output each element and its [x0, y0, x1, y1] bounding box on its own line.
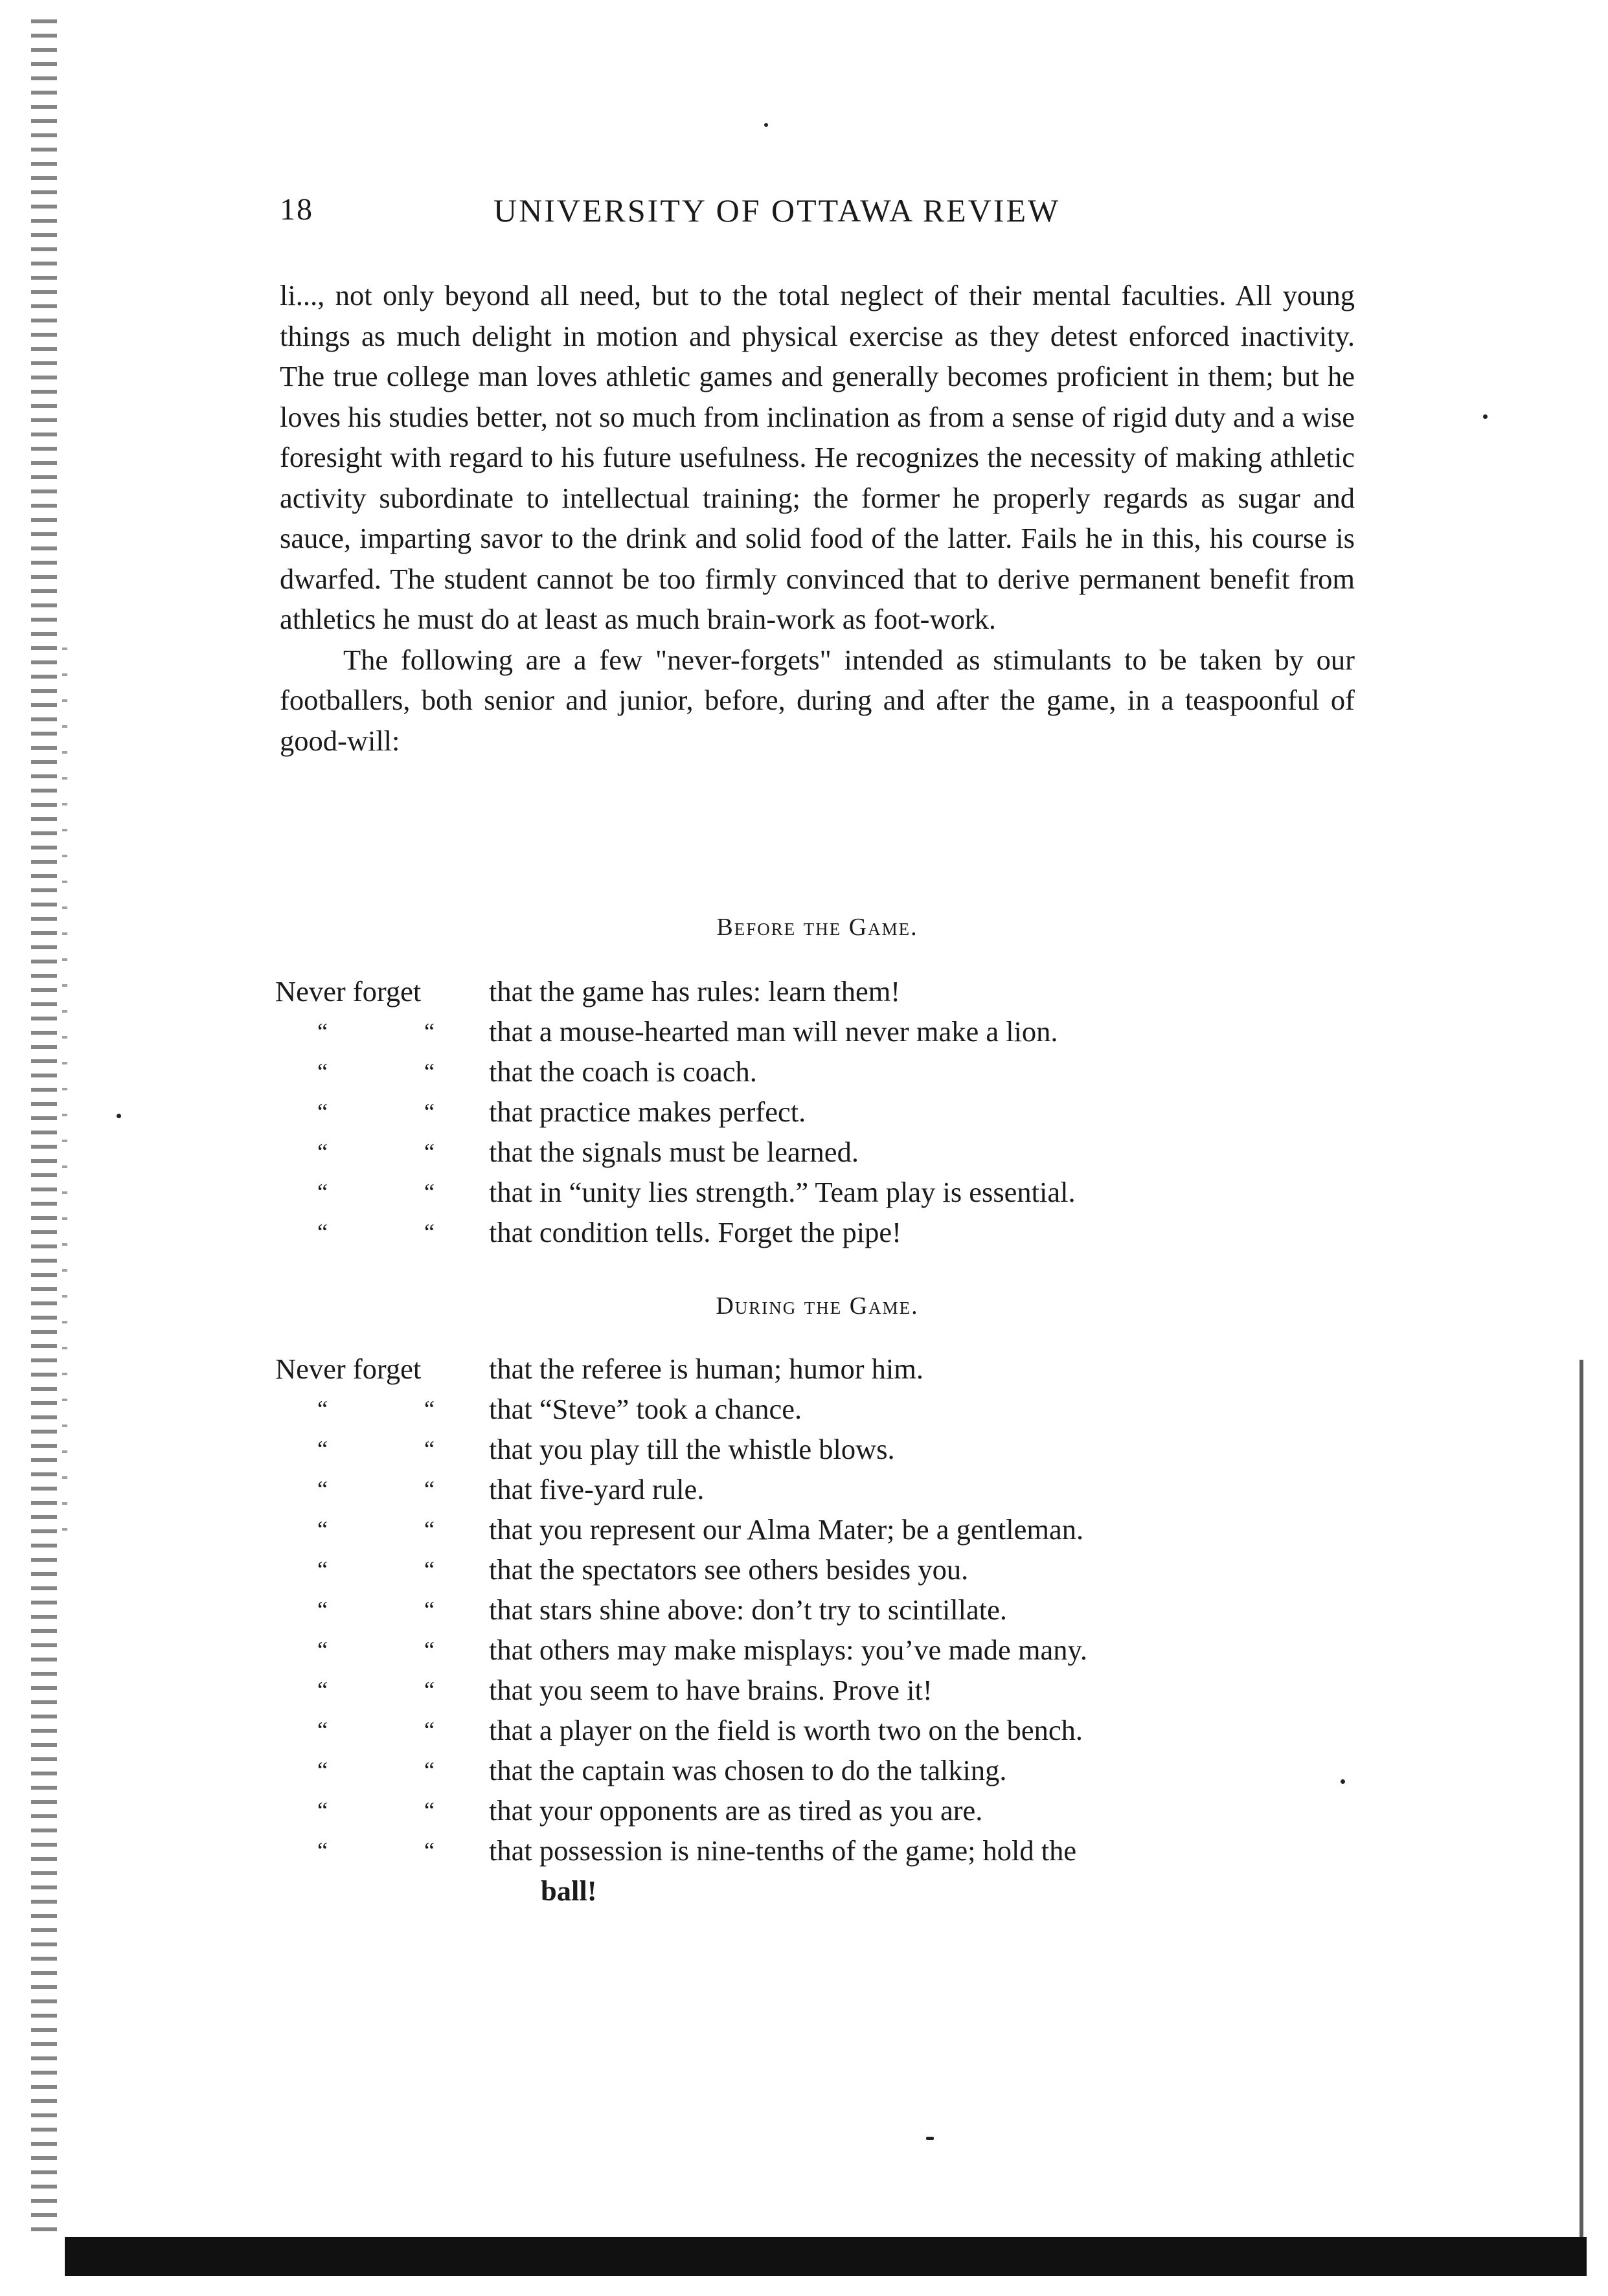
maxim-item	[275, 1549, 1363, 1590]
ditto-mark: “	[317, 1838, 328, 1863]
journal-title: UNIVERSITY OF OTTAWA REVIEW	[493, 192, 1061, 229]
body-text	[280, 275, 1355, 761]
maxim-item	[275, 1212, 1363, 1252]
ditto-mark: “	[424, 1436, 435, 1462]
ditto-mark: “	[424, 1139, 435, 1165]
ditto-mark: “	[424, 1677, 435, 1703]
maxim-text: that the spectators see others besides you.	[489, 1553, 969, 1586]
ditto-mark: “	[317, 1099, 328, 1125]
ditto-mark: “	[317, 1219, 328, 1245]
ditto-mark: “	[317, 1019, 328, 1044]
maxim-text: that a player on the field is worth two on the bench.	[489, 1714, 1083, 1746]
ditto-mark: “	[424, 1838, 435, 1863]
maxim-text: that you play till the whistle blows.	[489, 1433, 895, 1465]
ditto-mark: “	[317, 1396, 328, 1422]
scan-right-edge	[1580, 1360, 1583, 2240]
maxim-item	[275, 1509, 1363, 1549]
maxim-text: that a mouse-hearted man will never make a lion.	[489, 1015, 1058, 1048]
scan-speck	[1483, 414, 1488, 419]
maxim-item	[275, 971, 1363, 1011]
ditto-mark: “	[424, 1516, 435, 1542]
ditto-mark: “	[424, 1179, 435, 1205]
ditto-mark: “	[424, 1219, 435, 1245]
ditto-mark: “	[424, 1597, 435, 1623]
ditto-mark: “	[424, 1099, 435, 1125]
maxim-item	[275, 1710, 1363, 1750]
scan-bottom-bar	[65, 2237, 1587, 2276]
scan-binding-edge-inner	[62, 647, 67, 1554]
scan-speck	[117, 1114, 121, 1118]
maxim-text: that in “unity lies strength.” Team play is essential.	[489, 1176, 1076, 1208]
maxim-text: that five-yard rule.	[489, 1473, 705, 1505]
ditto-mark: “	[317, 1597, 328, 1623]
maxim-item	[275, 1172, 1363, 1212]
ditto-mark: “	[317, 1677, 328, 1703]
maxim-text: that stars shine above: don’t try to scintillate.	[489, 1593, 1008, 1626]
maxim-text: that condition tells. Forget the pipe!	[489, 1216, 901, 1248]
section-heading-during-game: During the Game.	[716, 1292, 919, 1320]
maxim-text: that “Steve” took a chance.	[489, 1393, 802, 1425]
maxim-item	[275, 1630, 1363, 1670]
paragraph: li..., not only beyond all need, but to the total neglect of their mental faculties. All young things as much delight in motion and physical exercise as they detest enforced inactivity. The true college man loves athletic games and generally becomes proficient in them; but he loves his studies better, not so much from inclination as from a sense of rigid duty and a wise foresight with regard to his future usefulness. He recognizes the necessity of making athletic activity subordinate to intellectual training; the former he properly regards as sugar and sauce, imparting savor to the drink and solid food of the latter. Fails he in this, his course is dwarfed. The student cannot be too firmly convinced that to derive permanent benefit from athletics he must do at least as much brain-work as foot-work.	[280, 279, 1355, 635]
maxim-text: that possession is nine-tenths of the game; hold the	[489, 1834, 1077, 1867]
maxim-item	[275, 1429, 1363, 1469]
section-heading-before-game: Before the Game.	[716, 914, 918, 941]
maxim-text: that the game has rules: learn them!	[489, 975, 901, 1007]
maxim-item	[275, 1790, 1363, 1830]
ditto-mark: “	[424, 1059, 435, 1085]
ditto-mark: “	[317, 1436, 328, 1462]
ditto-mark: “	[317, 1717, 328, 1743]
ditto-mark: “	[424, 1717, 435, 1743]
maxim-item	[275, 1750, 1363, 1790]
scan-speck	[926, 2137, 934, 2140]
maxim-text: that others may make misplays: you’ve made many.	[489, 1634, 1087, 1666]
maxim-text: that the captain was chosen to do the talking.	[489, 1754, 1007, 1786]
page-number: 18	[280, 192, 313, 227]
maxim-item	[275, 1830, 1363, 1871]
maxim-text: that you represent our Alma Mater; be a gentleman.	[489, 1513, 1084, 1546]
maxim-lead: Never forget	[275, 1353, 422, 1385]
maxim-text: that practice makes perfect.	[489, 1096, 806, 1128]
maxim-list-before-game	[275, 971, 1363, 1252]
maxim-item	[275, 1590, 1363, 1630]
maxim-list-during-game	[275, 1349, 1363, 1911]
ditto-mark: “	[424, 1019, 435, 1044]
maxim-item	[275, 1011, 1363, 1052]
ditto-mark: “	[317, 1797, 328, 1823]
maxim-text: that your opponents are as tired as you are.	[489, 1794, 983, 1827]
ditto-mark: “	[424, 1396, 435, 1422]
ditto-mark: “	[317, 1757, 328, 1783]
ditto-mark: “	[317, 1516, 328, 1542]
maxim-continuation: ball!	[541, 1874, 597, 1907]
maxim-text: that the coach is coach.	[489, 1055, 757, 1088]
scan-speck	[764, 123, 768, 127]
maxim-item	[275, 1132, 1363, 1172]
maxim-text: that the signals must be learned.	[489, 1136, 859, 1168]
maxim-item	[275, 1349, 1363, 1389]
ditto-mark: “	[424, 1637, 435, 1663]
ditto-mark: “	[317, 1476, 328, 1502]
ditto-mark: “	[317, 1179, 328, 1205]
paragraph: The following are a few "never-forgets" intended as stimulants to be taken by our footballers, both senior and junior, before, during and after the game, in a teaspoonful of good-will:	[280, 643, 1355, 757]
ditto-mark: “	[317, 1059, 328, 1085]
maxim-item	[275, 1389, 1363, 1429]
maxim-item	[275, 1670, 1363, 1710]
maxim-item	[275, 1469, 1363, 1509]
ditto-mark: “	[424, 1476, 435, 1502]
maxim-text: that the referee is human; humor him.	[489, 1353, 923, 1385]
maxim-lead: Never forget	[275, 975, 422, 1007]
maxim-text: that you seem to have brains. Prove it!	[489, 1674, 933, 1706]
ditto-mark: “	[317, 1139, 328, 1165]
ditto-mark: “	[317, 1637, 328, 1663]
ditto-mark: “	[424, 1557, 435, 1582]
scan-binding-edge	[31, 19, 57, 2234]
ditto-mark: “	[424, 1757, 435, 1783]
maxim-item	[275, 1052, 1363, 1092]
running-head	[280, 192, 1368, 243]
ditto-mark: “	[317, 1557, 328, 1582]
ditto-mark: “	[424, 1797, 435, 1823]
maxim-item	[275, 1092, 1363, 1132]
